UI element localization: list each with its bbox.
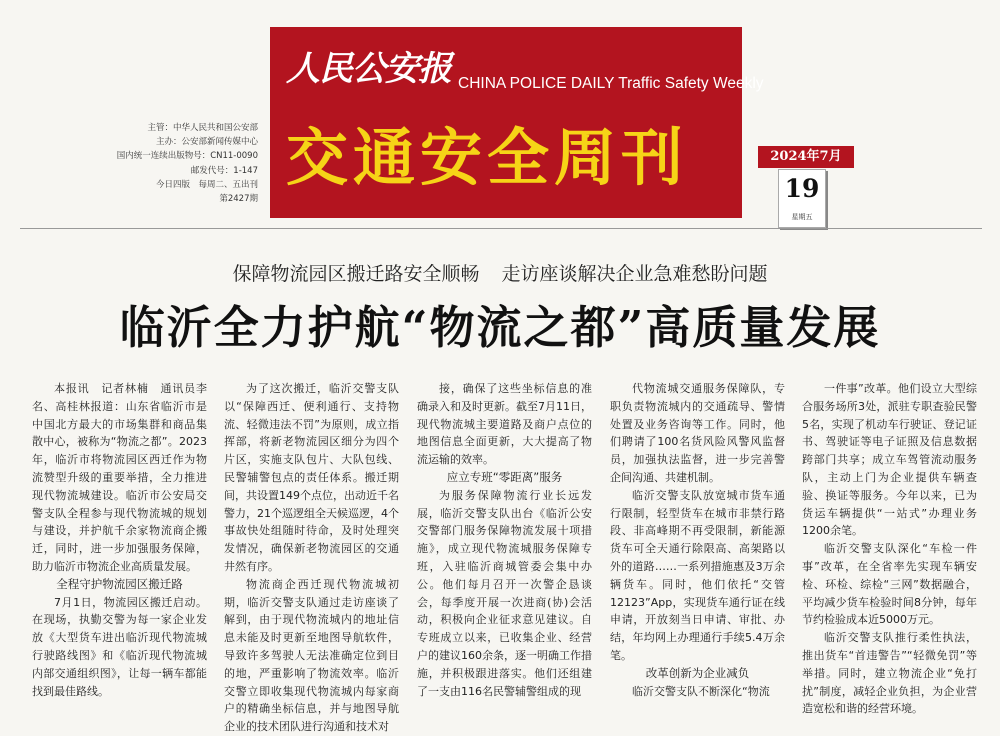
paragraph: 为服务保障物流行业长远发展，临沂交警支队出台《临沂公安交警部门服务保障物流发展十项措施》，成立现代物流城服务保障专班，入驻临沂商城管委会集中办公。他们每月召开一次警企恳谈会，每季度开展一次进商(协)会活动，积极向企业征求意见建议。自专班成立以来，已收集企业、经营户的建议160余条，逐一明确工作措施，并积极跟进落实。他们还组建了一支由116名民警辅警组成的现 xyxy=(417,488,592,698)
article-column-5 xyxy=(802,380,977,718)
publisher-line: 主办：公安部新闻传媒中心 xyxy=(155,137,258,148)
date-weekday: 星期五 xyxy=(791,213,813,221)
subheading: 改革创新为企业减负 xyxy=(645,665,750,680)
date-day: 19 xyxy=(784,174,820,203)
article-column-1 xyxy=(32,380,207,700)
schedule-line: 今日四版 每周二、五出刊 xyxy=(155,179,258,190)
date-year-month: 2024年7月 xyxy=(758,146,854,168)
issue-number: 第2427期 xyxy=(219,194,258,205)
paragraph: 临沂交警支队推行柔性执法，推出货车“首违警告”“轻微免罚”等举措。同时，建立物流企业“免打扰”制度，减轻企业负担，为企业营造宽松和谐的经营环境。 xyxy=(802,631,977,716)
issn-line: 国内统一连续出版物号：CN11-0090 xyxy=(116,151,258,162)
paragraph: 临沂交警支队放宽城市货车通行限制，轻型货车在城市非禁行路段、非高峰期不再受限制，新能源货车可全天通行除限高、高架路以外的道路……一系列措施惠及3万余辆货车。同时，他们依托“交管12123”App，实现货车通行证在线申请，开放刻当日申请、审批、办结，年均网上办理通行手续5.4万余笔。 xyxy=(610,488,785,662)
masthead xyxy=(270,27,842,221)
article-headline: 临沂全力护航“物流之都”高质量发展 xyxy=(119,301,881,354)
kicker-part-a: 保障物流园区搬迁路安全顺畅 xyxy=(232,263,480,285)
calendar-card xyxy=(778,169,826,228)
postal-code-line: 邮发代号：1-147 xyxy=(190,165,258,176)
article-column-2 xyxy=(224,380,399,736)
publication-info xyxy=(108,121,258,206)
sponsor-line: 主管：中华人民共和国公安部 xyxy=(147,123,258,133)
paragraph: 为了这次搬迁，临沂交警支队以“保障西迁、便利通行、支持物流、轻微违法不罚”为原则，成立指挥部，将新老物流园区细分为四个片区，实施支队包片、大队包线、民警辅警包点的责任体系。搬迁期间，共设置149个点位，出动近千名警力，21个巡逻组全天候巡逻，4个事故快处组随时待命，及时处理突发情况，确保新老物流园区的交通井然有序。 xyxy=(224,382,399,573)
paragraph: 临沂交警支队深化“车检一件事”改革，在全省率先实现车辆安检、环检、综检“三网”数据融合，平均减少货车检验时间8分钟，每年节约检验成本近5000万元。 xyxy=(802,542,977,627)
newspaper-english-name: CHINA POLICE DAILY Traffic Safety Weekly xyxy=(458,75,764,92)
header-divider xyxy=(20,228,982,229)
article-column-4 xyxy=(610,380,785,700)
newspaper-logo: 人民公安报 xyxy=(286,49,451,89)
article-kicker xyxy=(0,259,1000,286)
paragraph: 物流商企西迁现代物流城初期，临沂交警支队通过走访座谈了解到，由于现代物流城内的地址信息未能及时更新至地图导航软件，导致许多驾驶人无法准确定位到目的地，严重影响了物流效率。临沂交警立即收集现代物流城内每家商户的精确坐标信息，并与地图导航企业的技术团队进行沟通和技术对 xyxy=(224,577,399,734)
paragraph: 代物流城交通服务保障队，专职负责物流城内的交通疏导、警情处置及业务咨询等工作。同时，他们聘请了100名货风险风警风监督员，加强执法监督，进一步完善警企间沟通、共建机制。 xyxy=(610,382,785,484)
paragraph: 7月1日，物流园区搬迁启动。在现场，执勤交警为每一家企业发放《大型货车进出临沂现代物流城行驶路线图》和《临沂现代物流城内部交通组织图》，让每一辆车都能找到最佳路线。 xyxy=(32,595,207,698)
kicker-part-b: 走访座谈解决企业急难愁盼问题 xyxy=(501,263,768,285)
weekly-title: 交通安全周刊 xyxy=(286,121,689,194)
paragraph: 临沂交警支队不断深化“物流 xyxy=(632,684,770,698)
subheading: 应立专班“零距离”服务 xyxy=(446,469,563,484)
paragraph: 一件事”改革。他们设立大型综合服务场所3处，派驻专职查验民警5名，实现了机动车行驶证、登记证书、驾驶证等电子证照及信息数据跨部门共享；成立车驾管流动服务队，主动上门为企业提供车辆查验、换证等服务。今年以来，已为货运车辆提供“一站式”办理业务1200余笔。 xyxy=(802,382,977,538)
paragraph: 本报讯 记者林楠 通讯员李名、高桂林报道：山东省临沂市是中国北方最大的市场集群和商品集散中心，被称为“物流之都”。2023年，临沂市将物流园区西迁作为物流赞型升级的重要举措，全力推进现代物流城建设。临沂市公安局交警支队全程参与现代物流城的规划与建设，并护航千余家物流商企搬迁，同时，进一步加强服务保障，助力临沂市物流企业高质量发展。 xyxy=(32,382,207,573)
paragraph: 接，确保了这些坐标信息的准确录入和及时更新。截至7月11日，现代物流城主要道路及商户点位的地图信息全面更新，大大提高了物流运输的效率。 xyxy=(417,382,592,467)
subheading: 全程守护物流园区搬迁路 xyxy=(56,576,183,591)
article-column-3 xyxy=(417,380,592,700)
